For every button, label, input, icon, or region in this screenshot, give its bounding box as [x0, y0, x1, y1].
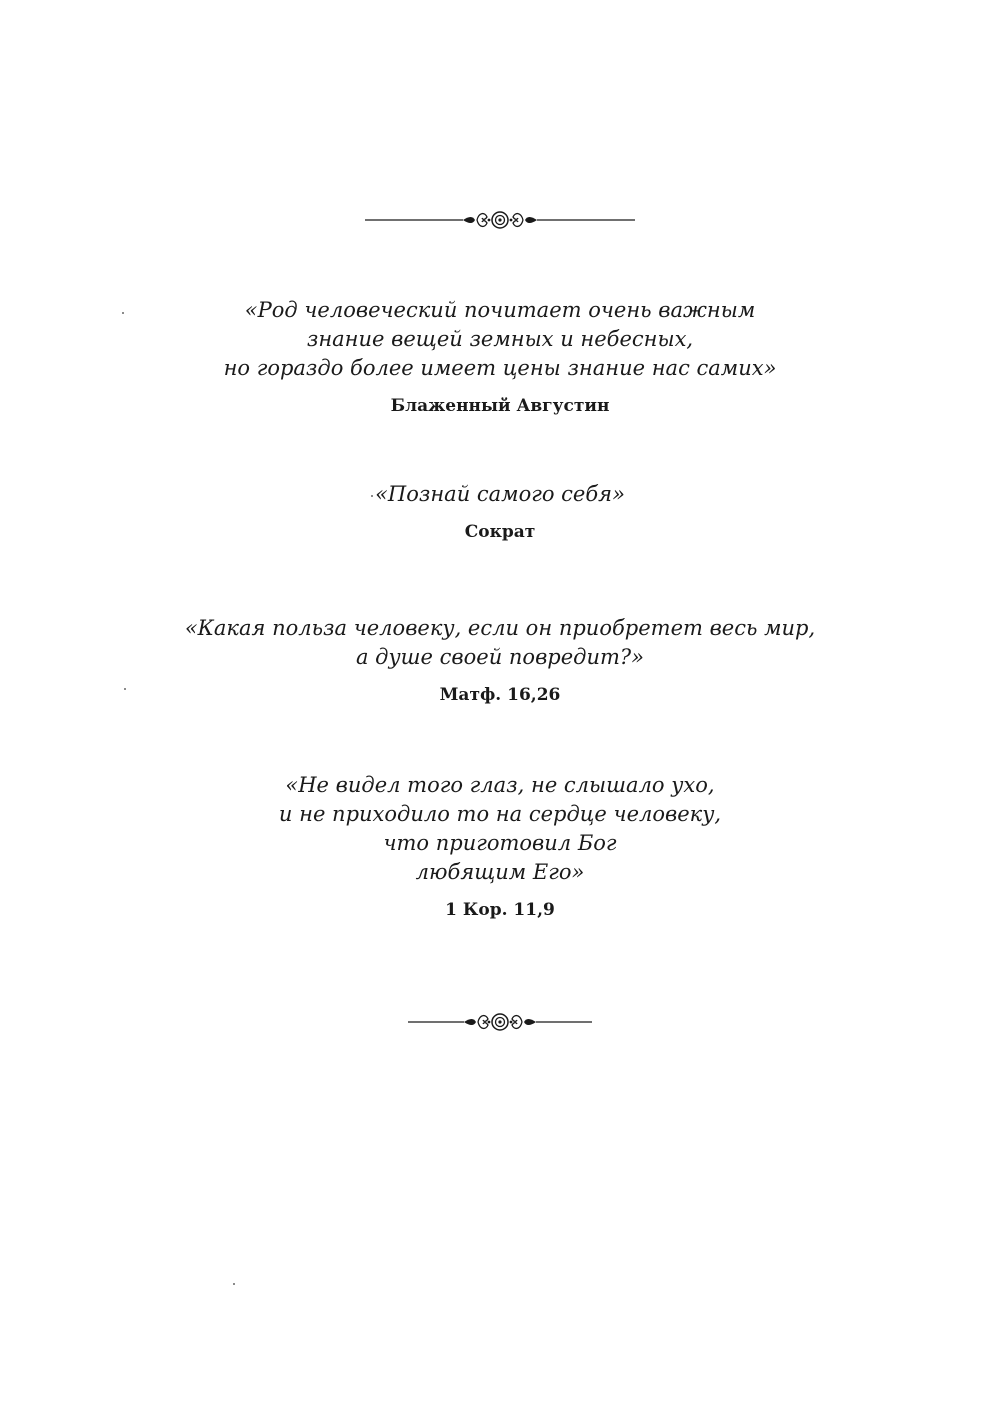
- flourish-icon: [408, 1010, 592, 1034]
- quote-line: «Род человеческий почитает очень важным: [244, 298, 756, 322]
- epigraph-matthew: [0, 614, 1000, 707]
- epigraph-author: Матф. 16,26: [439, 685, 561, 705]
- paper-speck: [122, 312, 124, 314]
- flourish-icon: [365, 208, 635, 232]
- paper-speck: [124, 688, 126, 690]
- epigraph-quote: [0, 771, 1000, 887]
- quote-line: любящим Его»: [415, 860, 585, 884]
- paper-speck: [233, 1283, 235, 1285]
- epigraph-author: 1 Кор. 11,9: [445, 900, 555, 920]
- quote-line: что приготовил Бог: [383, 831, 617, 855]
- quote-line: знание вещей земных и небесных,: [306, 327, 694, 351]
- quote-line: «Какая польза человеку, если он приобретет весь мир,: [184, 616, 816, 640]
- epigraph-socrates: [0, 480, 1000, 544]
- quote-line: «Не видел того глаз, не слышало ухо,: [285, 773, 715, 797]
- paper-speck: [371, 495, 373, 497]
- bottom-ornament-divider: [0, 1010, 1000, 1034]
- epigraph-quote: [0, 614, 1000, 672]
- epigraph-corinthians: [0, 771, 1000, 922]
- quote-line: «Познай самого себя»: [375, 482, 625, 506]
- quote-line: и не приходило то на сердце человеку,: [278, 802, 722, 826]
- epigraph-quote: [0, 296, 1000, 383]
- quote-line: но гораздо более имеет цены знание нас самих»: [223, 356, 777, 380]
- quote-line: а душе своей повредит?»: [355, 645, 645, 669]
- epigraph-author: Блаженный Августин: [390, 396, 610, 416]
- top-ornament-divider: [0, 208, 1000, 232]
- epigraph-author: Сократ: [464, 522, 536, 542]
- epigraph-augustine: [0, 296, 1000, 418]
- epigraph-quote: [0, 480, 1000, 509]
